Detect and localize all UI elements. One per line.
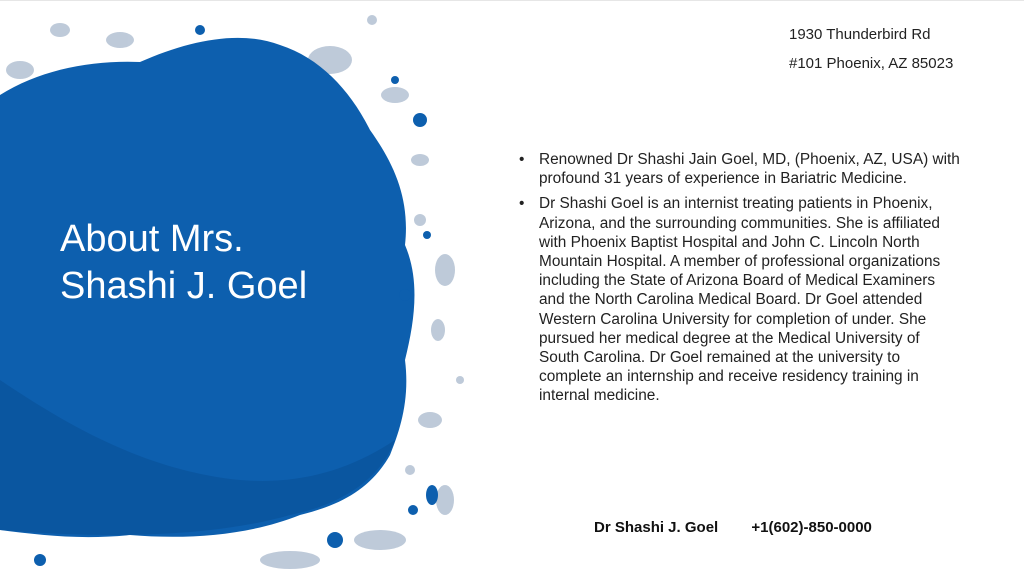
footer-contact <box>594 519 872 536</box>
bullet-text: Renowned Dr Shashi Jain Goel, MD, (Phoenix, AZ, USA) with profound 31 years of experience in Bariatric Medicine. <box>539 151 960 188</box>
title-line-1: About Mrs. <box>60 218 244 260</box>
address-line-2: #101 Phoenix, AZ 85023 <box>789 55 954 72</box>
bullet-item <box>516 150 961 188</box>
title-line-2: Shashi J. Goel <box>60 265 308 307</box>
footer-name: Dr Shashi J. Goel <box>594 519 719 536</box>
bullet-dot: • <box>519 151 525 168</box>
footer-phone: +1(602)-850-0000 <box>751 519 872 536</box>
bullet-text: Dr Shashi Goel is an internist treating patients in Phoenix, Arizona, and the surrounding communities. She is affiliated with Phoenix Baptist Hospital and John C. Lincoln North Mountain Hospital. A member of professional organizations including the State of Arizona Board of Medical Examiners and the North Carolina Medical Board. Dr Goel attended Western Carolina University for completion of under. She pursued her medical degree at the Medical University of South Carolina. Dr Goel remained at the university to complete an internship and receive residency training in internal medicine. <box>539 195 941 405</box>
address-line-1: 1930 Thunderbird Rd <box>789 26 931 43</box>
bullet-dot: • <box>519 195 525 213</box>
bullet-item <box>516 194 961 405</box>
address-block <box>789 20 953 78</box>
slide-title <box>60 216 360 310</box>
bullet-list <box>516 150 961 412</box>
